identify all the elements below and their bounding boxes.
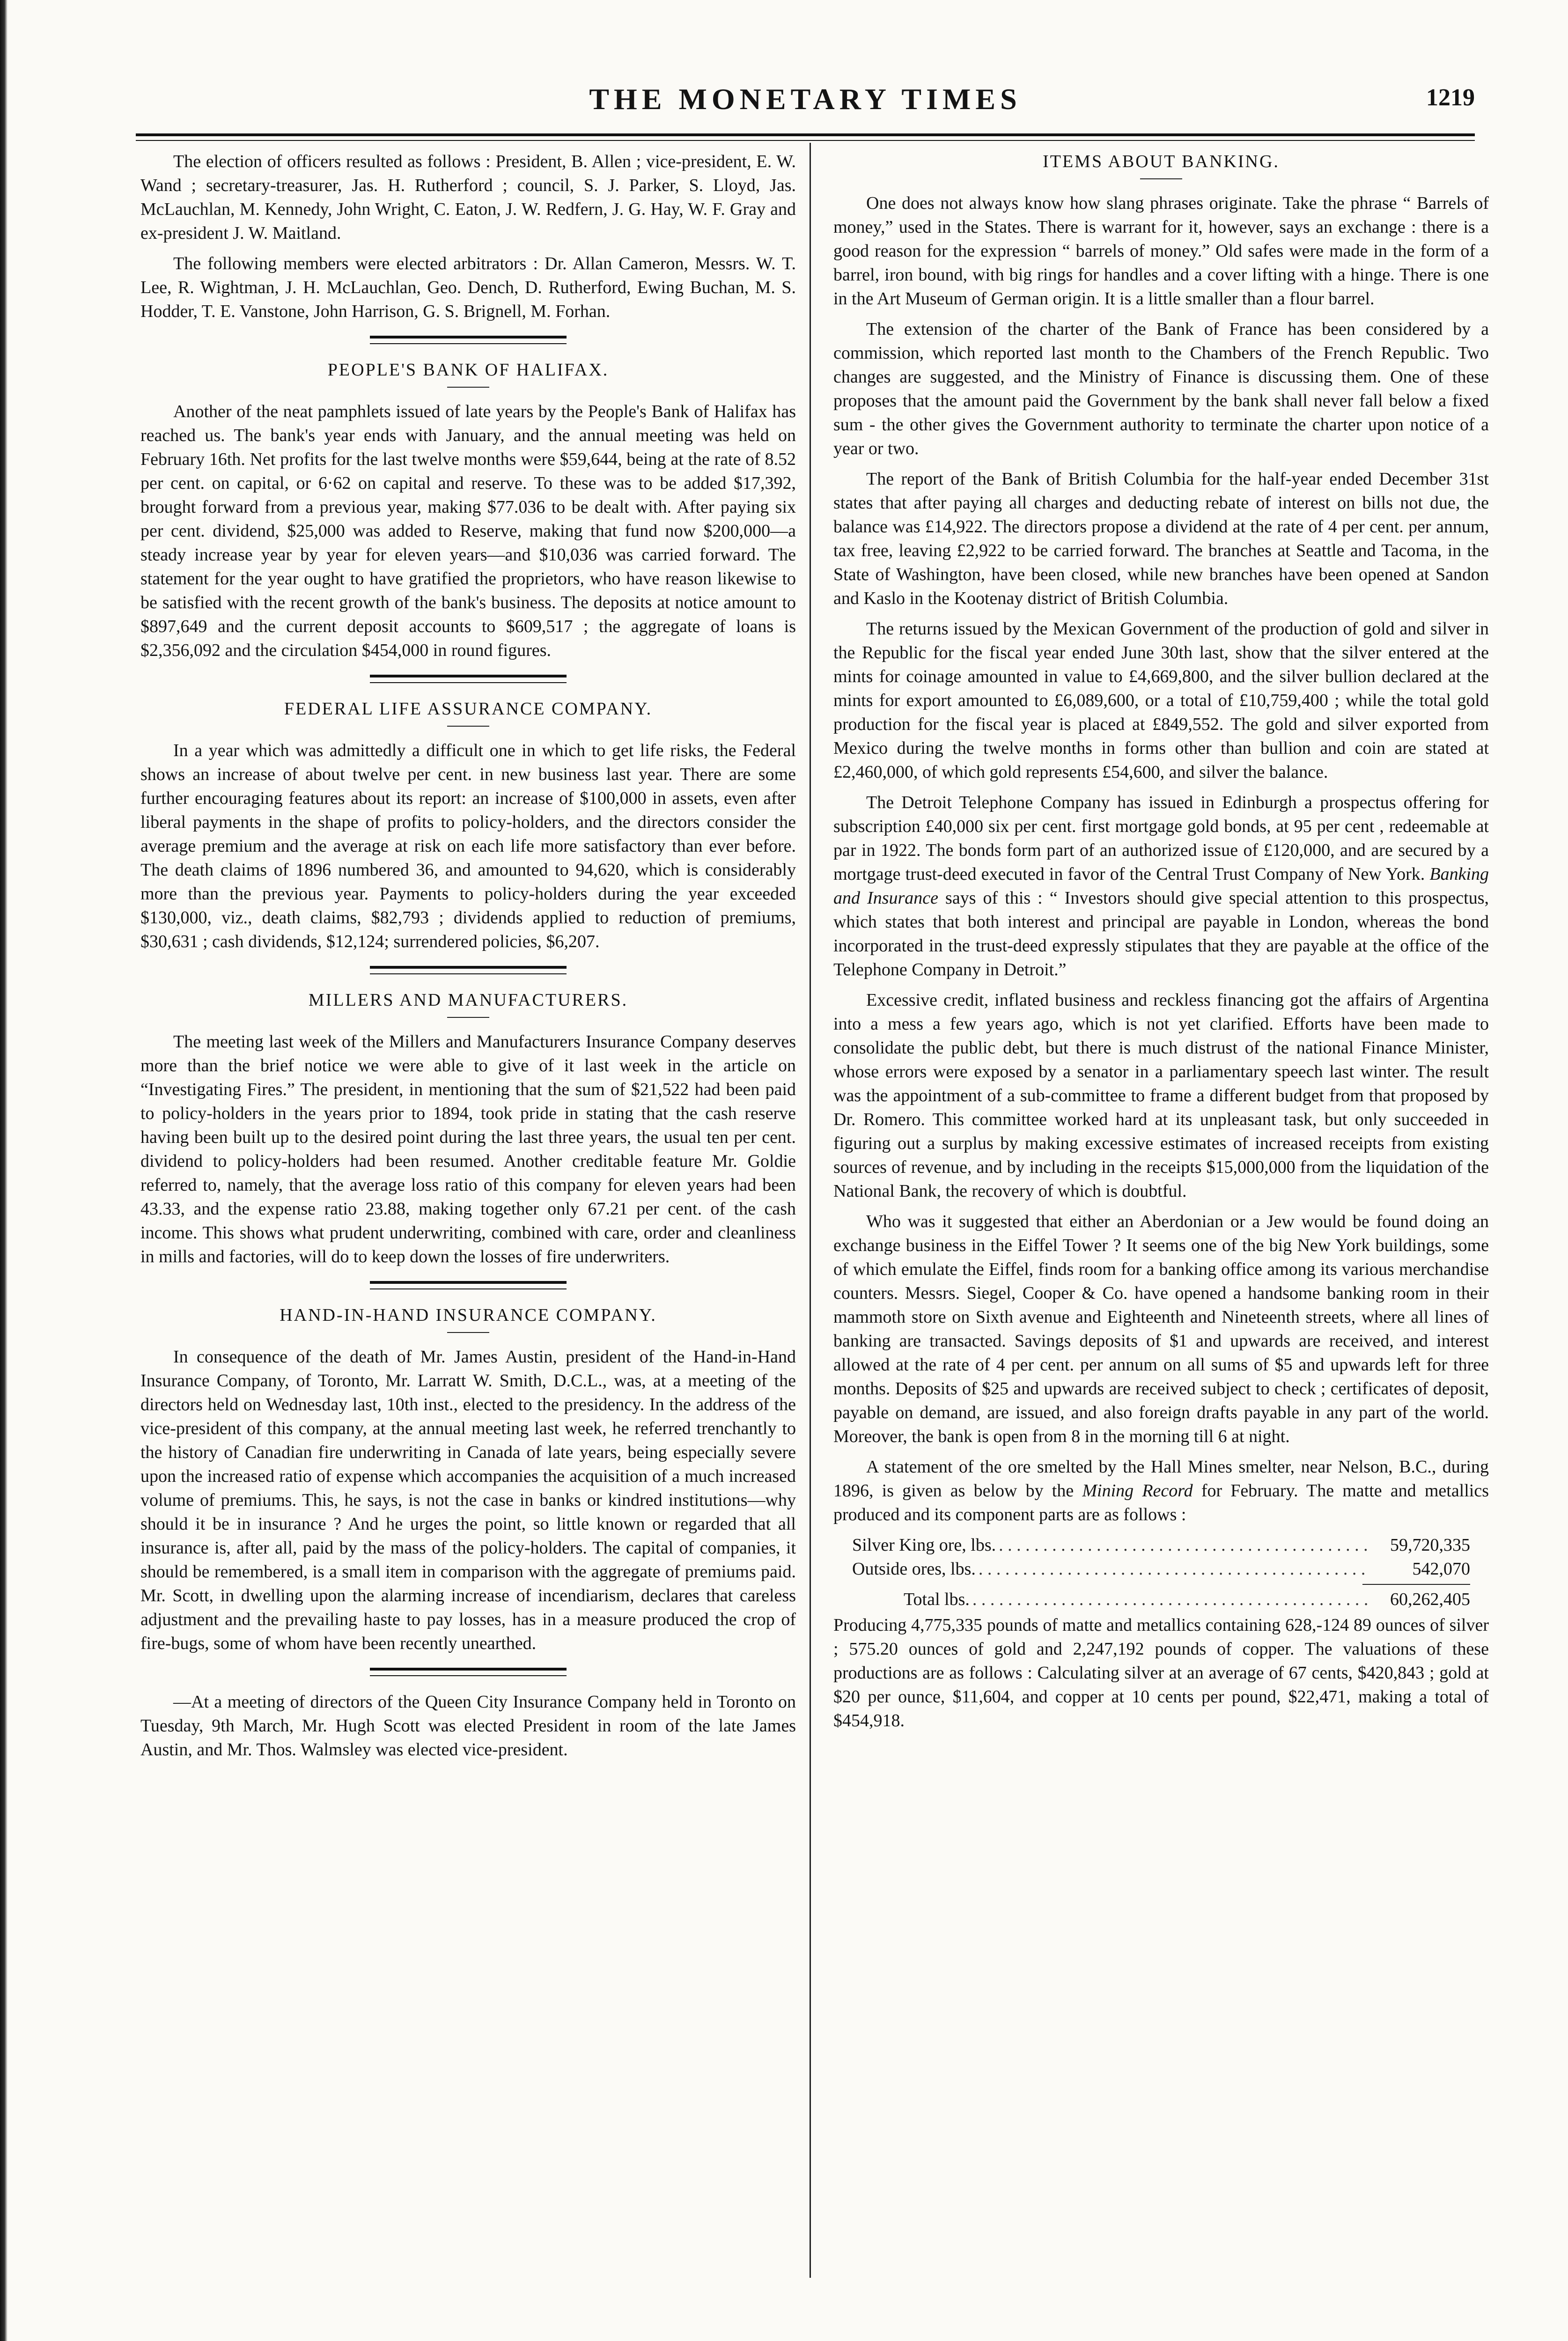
hall-mines-text-2: for February. The matte and metallics produced and its component parts are as follows : — [833, 1481, 1489, 1524]
bank-of-france-paragraph: The extension of the charter of the Bank of France has been considered by a commission, which reported last month to the Chambers of the French Republic. Two changes are suggested, and the Ministry of Finance is discussing them. One of these proposes that the amount paid the Government by the bank shall never fall below a fixed sum - the other gives the Government authority to terminate the charter upon notice of a year or two. — [833, 319, 1489, 458]
left-column — [140, 150, 796, 1768]
banking-heading: ITEMS ABOUT BANKING. — [1043, 152, 1280, 171]
ore-label: Outside ores, lbs. — [852, 1559, 976, 1579]
right-column — [833, 150, 1489, 1739]
detroit-telephone-paragraph — [833, 791, 1489, 982]
masthead-title: THE MONETARY TIMES — [589, 82, 1022, 116]
page-header — [136, 82, 1475, 124]
barrels-paragraph: One does not always know how slang phrases originate. Take the phrase “ Barrels of money,” used in the States. There is warrant for it, however, says an exchange : there is a good reason for the expression “ barrels of money.” Old safes were made in the form of a barrel, iron bound, with big rings for handles and a cover lifting with a hinge. There is one in the Art Museum of German origin. It is a little smaller than a flour barrel. — [833, 193, 1489, 309]
hand-in-hand-body: In consequence of the death of Mr. James Austin, president of the Hand-in-Hand Insurance Company, of Toronto, Mr. Larratt W. Smith, D.C.L., was, at a meeting of the directors held on Wednesday last, 10th inst., elected to the presidency. In the address of the vice-president of this company, at the annual meeting last week, he referred trenchantly to the history of Canadian fire underwriting in Canada of late years, being especially severe upon the increased ratio of expense which accompanies the acquisition of a much increased volume of premiums. This, he says, is not the case in banks or kindred institutions—why should it be in insurance ? And he urges the point, so little known or regarded that all insurance is, after all, paid by the mass of the policy-holders. The capital of companies, it should be remembered, is a small item in comparison with the aggregate of premiums paid. Mr. Scott, in dwelling upon the alarming increase of incendiarism, declares that careless adjustment and the prevailing haste to pay losses, has in a measure produced the crop of fire-bugs, some of whom have been recently unearthed. — [140, 1347, 796, 1653]
total-value: 60,262,405 — [1390, 1590, 1470, 1609]
total-label: Total lbs. — [904, 1590, 970, 1609]
section-rule — [370, 966, 567, 974]
section-rule — [370, 1281, 567, 1289]
table-row — [833, 1533, 1489, 1557]
publication-name: Banking and Insurance — [833, 864, 1489, 908]
publication-name: Mining Record — [1082, 1481, 1193, 1501]
page-binding-edge — [0, 0, 7, 2341]
federal-life-body: In a year which was admittedly a difficult one in which to get life risks, the Federal shows an increase of about twelve per cent. in new business last year. There are some further encouraging features about its report: an increase of $100,000 in assets, even after liberal payments in the shape of profits to policy-holders, and the directors consider the average premium and the average at risk on each life more satisfactory than ever before. The death claims of 1896 numbered 36, and amounted to 94,620, which is considerably more than the previous year. Payments to policy-holders during the year exceeded $130,000, viz., death claims, $82,793 ; dividends applied to reduction of premiums, $30,631 ; cash dividends, $12,124; surrendered policies, $6,207. — [140, 741, 796, 951]
hand-in-hand-heading: HAND-IN-HAND INSURANCE COMPANY. — [280, 1305, 657, 1325]
production-paragraph: Producing 4,775,335 pounds of matte and metallics containing 628,-124 89 ounces of silver ; 575.20 ounces of gold and 2,247,192 pounds of copper. The valuations of these productions are as follows : Calculating silver at an average of 67 cents, $420,843 ; gold at $20 per ounce, $11,604, and copper at 10 cents per pound, $22,471, making a total of $454,918. — [833, 1615, 1489, 1730]
millers-heading: MILLERS AND MANUFACTURERS. — [308, 990, 628, 1010]
arbitrators-paragraph: The following members were elected arbitrators : Dr. Allan Cameron, Messrs. W. T. Lee, R. Wightman, J. H. McLauchlan, Geo. Dench, D. Rutherford, Ewing Buchan, M. S. Hodder, T. E. Vanstone, John Harrison, G. S. Brignell, M. Forhan. — [140, 254, 796, 321]
detroit-text-2: says of this : “ Investors should give special attention to this prospectus, which states that both interest and principal are payable in London, whereas the bond incorporated in the trust-deed expressly stipulates that they are payable at the office of the Telephone Company in Detroit.” — [833, 888, 1489, 979]
ore-value: 59,720,335 — [1390, 1535, 1470, 1555]
federal-life-heading: FEDERAL LIFE ASSURANCE COMPANY. — [284, 699, 653, 719]
page-number: 1219 — [1426, 84, 1475, 111]
table-row — [833, 1557, 1489, 1581]
peoples-bank-body: Another of the neat pamphlets issued of late years by the People's Bank of Halifax has reached us. The bank's year ends with January, and the annual meeting was held on February 16th. Net profits for the last twelve months were $59,644, being at the rate of 8.52 per cent. on capital, or 6·62 on capital and reserve. To these was to be added $17,392, brought forward from a previous year, making $77.036 to be dealt with. After paying six per cent. dividend, $25,000 was added to Reserve, making that fund now $200,000—a steady increase year by year for eleven years—and $10,036 was carried forward. The statement for the year ought to have gratified the proprietors, who have reason likewise to be satisfied with the recent growth of the bank's business. The deposits at notice amount to $897,649 and the current deposit accounts to $609,517 ; the aggregate of loans is $2,356,092 and the circulation $454,000 in round figures. — [140, 402, 796, 660]
heading-rule — [1140, 178, 1182, 179]
leader-dots — [976, 1557, 1367, 1581]
heading-rule — [447, 387, 489, 388]
ore-label: Silver King ore, lbs. — [852, 1535, 996, 1555]
table-total-row — [833, 1588, 1489, 1612]
leader-dots — [970, 1588, 1367, 1612]
queen-city-paragraph: —At a meeting of directors of the Queen City Insurance Company held in Toronto on Tuesday, 9th March, Mr. Hugh Scott was elected President in room of the late James Austin, and Mr. Thos. Walmsley was elected vice-president. — [140, 1692, 796, 1759]
ore-value: 542,070 — [1412, 1559, 1470, 1579]
mexico-paragraph: The returns issued by the Mexican Government of the production of gold and silver in the Republic for the fiscal year ended June 30th last, show that the silver entered at the mints for coinage amounted in value to £4,669,800, and the silver bullion declared at the mints for export amounted to £6,089,600, or a total of £10,759,400 ; while the total gold production for the fiscal year is placed at £849,552. The gold and silver exported from Mexico during the twelve months in forms other than bullion and coin are stated at £2,460,000, of which gold represents £54,600, and silver the balance. — [833, 619, 1489, 782]
hall-mines-text-1: A statement of the ore smelted by the Hall Mines smelter, near Nelson, B.C., during 1896, is given as below by the — [833, 1457, 1489, 1501]
argentina-paragraph: Excessive credit, inflated business and reckless financing got the affairs of Argentina into a mess a few years ago, which is not yet clarified. Efforts have been made to consolidate the public debt, but there is much distrust of the national Finance Minister, whose errors were exposed by a senator in a parliamentary speech last winter. The result was the appointment of a sub-committee to frame a different budget from that proposed by Dr. Romero. This committee worked hard at its unpleasant task, but only succeeded in figuring out a surplus by making excessive estimates of increased receipts from existing sources of revenue, and by including in the receipts $15,000,000 from the liquidation of the National Bank, the recovery of which is doubtful. — [833, 990, 1489, 1201]
detroit-text-1: The Detroit Telephone Company has issued in Edinburgh a prospectus offering for subscription £40,000 six per cent. first mortgage gold bonds, at 95 per cent , redeemable at par in 1922. The bonds form part of an authorized issue of £120,000, and are secured by a mortgage trust-deed executed in favor of the Central Trust Company of New York. — [833, 793, 1489, 884]
header-double-rule — [136, 133, 1475, 141]
leader-dots — [996, 1533, 1367, 1557]
heading-rule — [447, 1017, 489, 1018]
sum-rule — [1362, 1584, 1470, 1585]
heading-rule — [447, 1332, 489, 1333]
eiffel-paragraph: Who was it suggested that either an Aberdonian or a Jew would be found doing an exchange business in the Eiffel Tower ? It seems one of the big New York buildings, some of which emulate the Eiffel, finds room for a banking office among its various merchandise counters. Messrs. Siegel, Cooper & Co. have opened a handsome banking room in their mammoth store on Sixth avenue and Eighteenth and Nineteenth streets, where all lines of banking are transacted. Savings deposits of $1 and upwards are received, and interest allowed at the rate of 4 per cent. per annum on all sums of $5 and upwards left for three months. Deposits of $25 and upwards are received subject to check ; certificates of deposit, payable on demand, are issued, and also foreign drafts payable in any part of the world. Moreover, the bank is open from 8 in the morning till 6 at night. — [833, 1212, 1489, 1446]
election-paragraph: The election of officers resulted as follows : President, B. Allen ; vice-president, E. W. Wand ; secretary-treasurer, Jas. H. Rutherford ; council, S. J. Parker, S. Lloyd, Jas. McLauchlan, M. Kennedy, John Wright, C. Eaton, J. W. Redfern, J. G. Hay, W. F. Gray and ex-president J. W. Maitland. — [140, 152, 796, 243]
heading-rule — [447, 726, 489, 727]
section-rule — [370, 1668, 567, 1676]
ore-table — [833, 1533, 1489, 1612]
british-columbia-paragraph: The report of the Bank of British Columbia for the half-year ended December 31st states that after paying all charges and deducting rebate of interest on bills not due, the balance was £14,922. The directors propose a dividend at the rate of 4 per cent. per annum, tax free, leaving £2,922 to be carried forward. The branches at Seattle and Tacoma, in the State of Washington, have been closed, while new branches have been opened at Sandon and Kaslo in the Kootenay district of British Columbia. — [833, 469, 1489, 608]
hall-mines-paragraph — [833, 1455, 1489, 1527]
section-rule — [370, 675, 567, 683]
section-rule — [370, 336, 567, 344]
millers-body: The meeting last week of the Millers and Manufacturers Insurance Company deserves more than the brief notice we were able to give of it last week in the article on “Investigating Fires.” The president, in mentioning that the sum of $21,522 had been paid to policy-holders in the years prior to 1894, took pride in stating that the cash reserve having been built up to the desired point during the last three years, the usual ten per cent. dividend to policy-holders had been resumed. Another creditable feature Mr. Goldie referred to, namely, that the average loss ratio of this company for eleven years had been 43.33, and the expense ratio 23.88, making together only 67.21 per cent. of the cash income. This shows what prudent underwriting, combined with care, order and cleanliness in mills and factories, will do to keep down the losses of fire underwriters. — [140, 1032, 796, 1266]
peoples-bank-heading: PEOPLE'S BANK OF HALIFAX. — [327, 360, 609, 380]
column-divider — [810, 143, 811, 2278]
